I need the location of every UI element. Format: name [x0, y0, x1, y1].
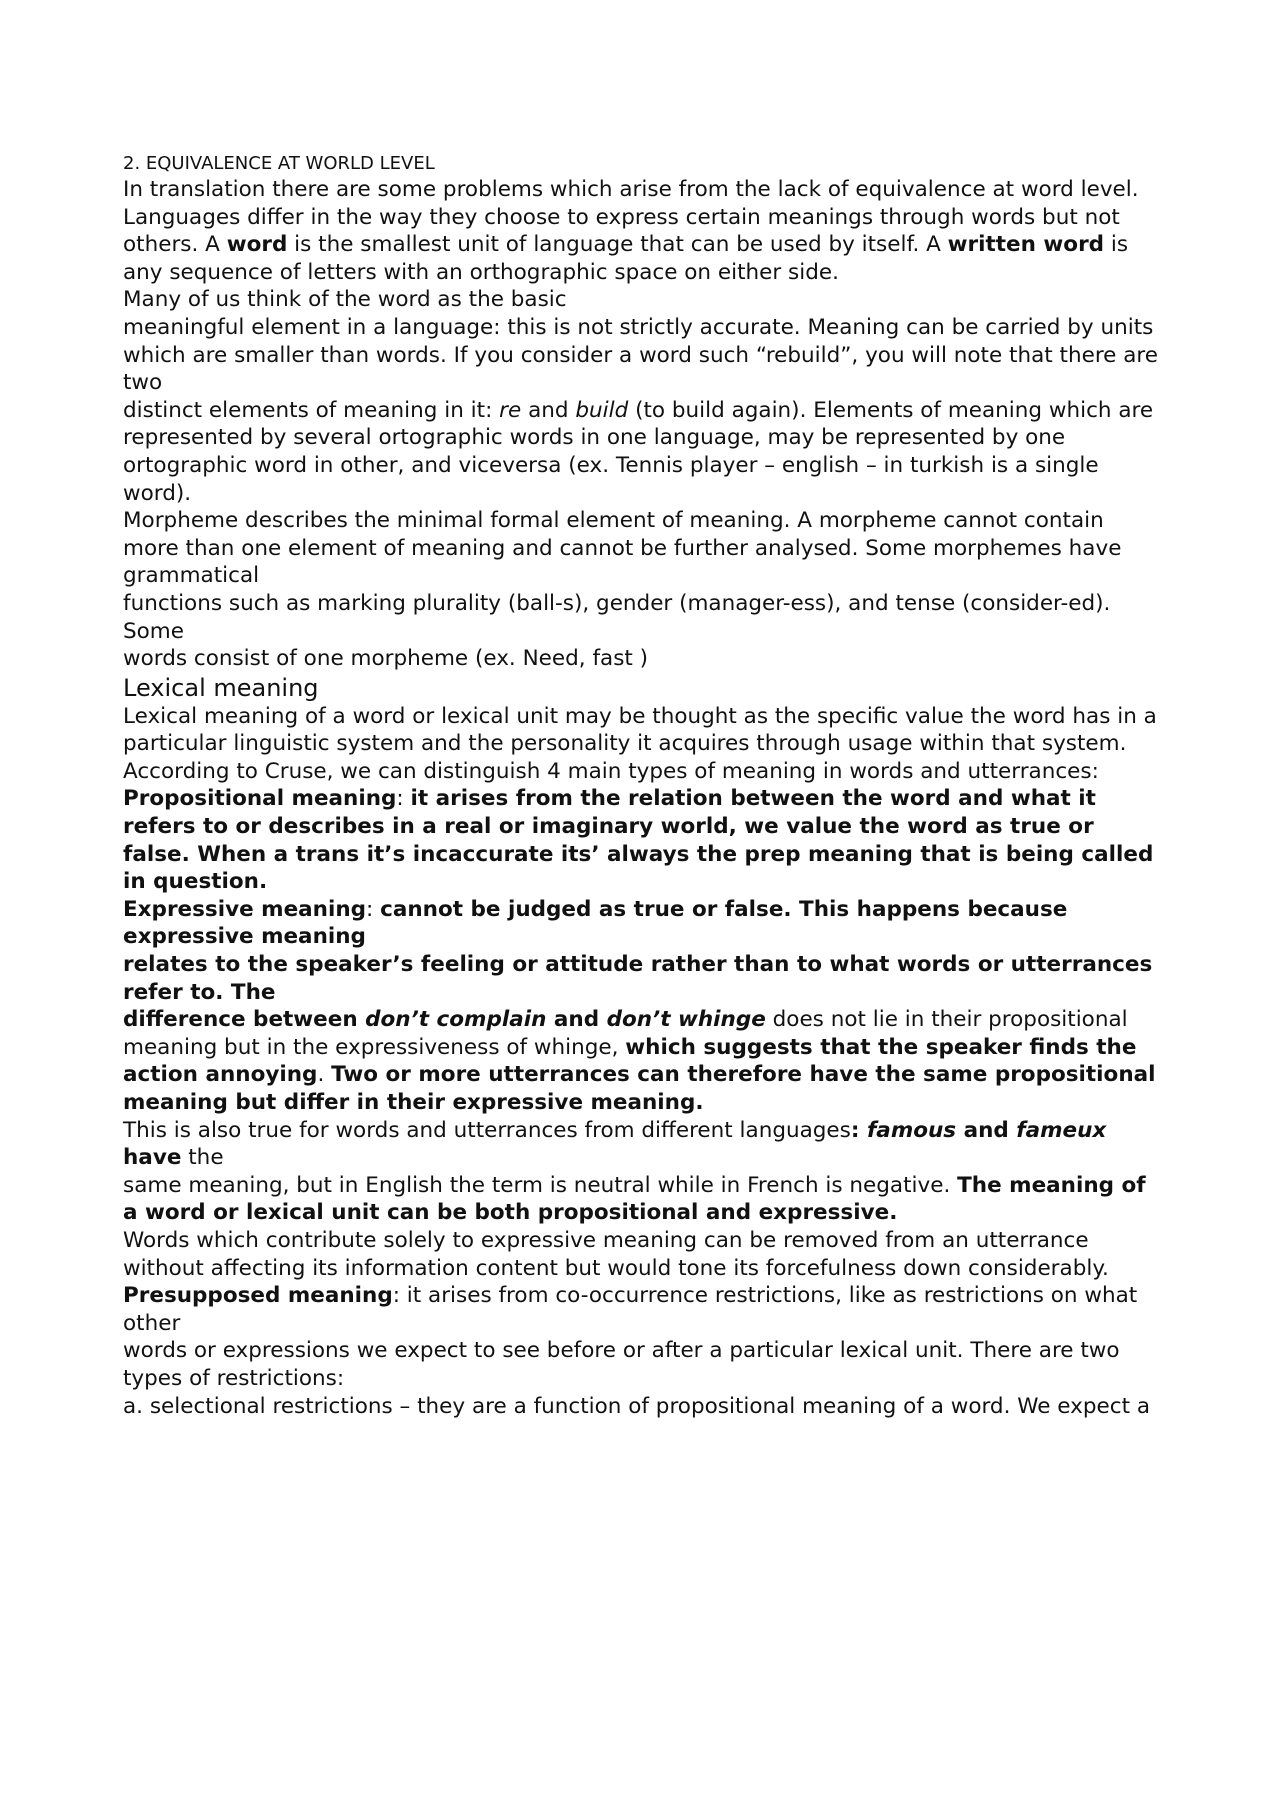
text-line: a. selectional restrictions – they are a function of propositional meaning of a word. We expect a [123, 1393, 1151, 1419]
presupposed-meaning-paragraph: Presupposed meaning: it arises from co-occurrence restrictions, like as restrictions on what other [123, 1283, 1138, 1336]
text-line: words consist of one morpheme (ex. Need, fast ) [123, 646, 649, 672]
text-line: Many of us think of the word as the basic [123, 287, 567, 313]
text-line: Lexical meaning of a word or lexical unit may be thought as the specific value the word has in a [123, 703, 1157, 729]
term-word: word [226, 232, 288, 258]
text-line: distinct elements of meaning in it: re and build (to build again). Elements of meaning which are [123, 397, 1154, 423]
text-line: difference between don’t complain and don’t whinge does not lie in their propositional meaning but in the expressiveness of whinge, which suggests that the speaker finds the action annoying. Two or more utterrances can therefore have the same propositional meaning but differ in their expressive meaning. [123, 1007, 1156, 1115]
term-dont-whinge: don’t whinge [606, 1007, 766, 1033]
term-written-word: written word [947, 232, 1105, 258]
text-line: This is also true for words and utterrances from different languages: famous and fameux have the [123, 1117, 1107, 1171]
text-line: According to Cruse, we can distinguish 4 main types of meaning in words and utterrances: [123, 758, 1099, 784]
term-build: build [575, 397, 629, 423]
text-line: relates to the speaker’s feeling or attitude rather than to what words or utterrances refer to. The [123, 952, 1153, 1005]
text-line: meaningful element in a language: this is not strictly accurate. Meaning can be carried by units which are smaller than words. If you consider a word such “rebuild”, you will note that there are two [123, 314, 1159, 396]
subheading-lexical-meaning: Lexical meaning [123, 673, 319, 702]
text-line: Words which contribute solely to expressive meaning can be removed from an utterrance without affecting its information content but would tone its forcefulness down considerably. [123, 1227, 1109, 1281]
term-fameux: fameux [1016, 1117, 1107, 1143]
term-propositional-meaning: Propositional meaning [123, 786, 397, 812]
text-line: functions such as marking plurality (ball-s), gender (manager-ess), and tense (consider-ed). Some [123, 590, 1111, 644]
section-title: 2. EQUIVALENCE AT WORLD LEVEL [123, 153, 435, 174]
text-line: particular linguistic system and the personality it acquires through usage within that system. [123, 731, 1127, 757]
term-expressive-meaning: Expressive meaning [123, 896, 367, 922]
term-dont-complain: don’t complain [365, 1007, 547, 1033]
term-re: re [499, 397, 522, 423]
morpheme-paragraph: Morpheme describes the minimal formal element of meaning. A morpheme cannot contain more than one element of meaning and cannot be further analysed. Some morphemes have grammatical [123, 508, 1122, 589]
text-line: words or expressions we expect to see before or after a particular lexical unit. There are two types of restrictions: [123, 1338, 1120, 1391]
term-presupposed-meaning: Presupposed meaning [123, 1283, 393, 1309]
word-definition-paragraph: Languages differ in the way they choose to express certain meanings through words but not others. A word is the smallest unit of language that can be used by itself. A written word is any sequence of letters with an orthographic space on either side. [123, 204, 1129, 285]
document-page [123, 151, 1163, 1420]
text-line: represented by several ortographic words in one language, may be represented by one ortographic word in other, and viceversa (ex. Tennis player – english – in turkish is a single word). [123, 425, 1099, 506]
term-famous: famous [866, 1117, 957, 1143]
text-line: same meaning, but in English the term is neutral while in French is negative. The meaning of a word or lexical unit can be both propositional and expressive. [123, 1172, 1146, 1226]
intro-paragraph: In translation there are some problems which arise from the lack of equivalence at word level. [123, 177, 1139, 202]
expressive-meaning-paragraph: Expressive meaning: cannot be judged as true or false. This happens because expressive meaning [123, 896, 1068, 950]
propositional-meaning-paragraph: Propositional meaning: it arises from the relation between the word and what it refers to or describes in a real or imaginary world, we value the word as true or false. When a trans it’s incaccurate its’ always the prep meaning that is being called in question. [123, 786, 1154, 895]
